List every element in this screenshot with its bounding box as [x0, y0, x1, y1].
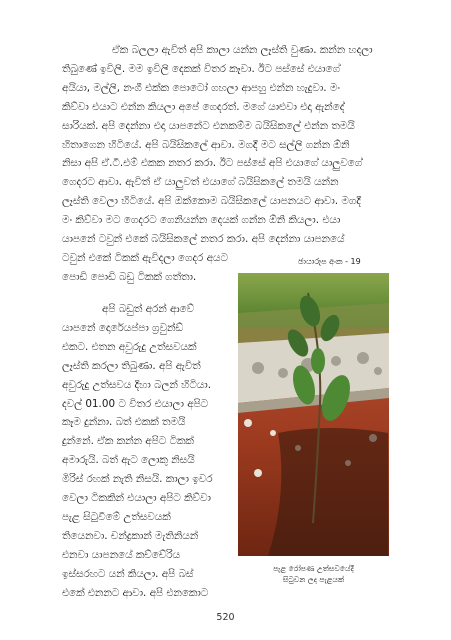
text-line: කිව්වා එයාට එන්න කියලා අපේ ගෙදරත්. මගේ යාළුවා එදා ඇන්දේ — [62, 100, 345, 113]
text-line: මිරිස් රහක් නැති නිසයි. කාලා ඉවර — [62, 473, 213, 486]
plant-photo — [238, 273, 389, 556]
text-line: ලෑස්ති කරලා තිබුණා. අපි ඇවිත් — [62, 359, 201, 372]
paragraph-2 — [62, 300, 234, 603]
text-line: නිසා අපි ඒ.ටී.එම් එකක නතර කරා. ඊට පස්සේ අපි එයාගේ යාලුවගේ — [62, 157, 363, 170]
text-line: හිතාගෙන හිටියේ. අපි බයිසිකලේ ආවා. මගදී මට සල්ලි ගන්න ඕනි — [62, 138, 350, 151]
text-line: වෙලා ටිකකින් එයාලා අපිට කිව්වා — [62, 492, 211, 505]
text-line: පැළ සිටුවීමේ උත්සවයක් — [62, 510, 171, 523]
text-line: පොඩි පොඩි බඩු ටිකක් ගත්තා. — [62, 270, 197, 283]
text-line: ඒක බලලා ඇවිත් අපි කාලා යන්න ලෑස්ති වුණා. කන්න හදලා — [112, 44, 373, 56]
caption-line: සිටුවන ලද පැළයක් — [282, 575, 345, 584]
text-line: යාපනේ දොරේයප්පා ග්‍රවුන්ඩ් — [62, 321, 184, 334]
text-line: සාරියක්. අපි දෙන්නා එදා යාපනේට එනකම්ම බයිසිකලේ එන්න තමයි — [62, 119, 355, 132]
text-line: එකට. එතන අවුරුදු උත්සවයක් — [62, 340, 197, 353]
text-line: තිබුණේ ඉවිලි. මම ඉවිලි දෙකක් විතර කෑවා. ඊට පස්සේ එයාගේ — [62, 62, 341, 75]
photo-caption — [238, 563, 389, 585]
text-line: එනවා යාපනයේ කච්චේරිය — [62, 548, 181, 561]
text-line: එකේ එනනට ආවා. අපි එනකොට — [62, 586, 209, 599]
text-line: ගෙදරට ආවා. ඇවිත් ඒ යාලුවත් එයාගේ බයිසිකලේ තමයි යන්න — [62, 176, 339, 189]
text-line: ටවුන් එකේ ටිකක් ඇවිදලා ගෙදර අයට — [62, 251, 228, 264]
text-line: දවල් 01.00 ට විතර එයාලා අපිට — [62, 397, 209, 410]
text-line: තියෙනවා. චන්ද්‍රකාන් මැතිනියන් — [62, 529, 199, 542]
caption-line: පැළ රෝපණ උත්සවයේදී — [273, 564, 354, 573]
figure-reference: ඡායාරූප අංක - 19 — [298, 257, 361, 266]
text-line: දුන්නේ. ඒක කන්න අපිට ටිකක් — [62, 435, 194, 448]
paragraph-1 — [62, 41, 402, 287]
text-line: කෑම දුන්නා. බත් එකක් තමයි — [62, 416, 186, 429]
text-line: මං කිව්වා මට ගෙදරට ගෙනියන්න දෙයක් ගන්න ඕනි කියලා. එයා — [62, 214, 341, 227]
text-line: අවුරුදු උත්සවය දිහා බලන් හිටියා. — [62, 378, 212, 391]
text-line: ඉස්සරහට යන් කියලා. අපි බස් — [62, 567, 194, 580]
text-line: යාපනේ ටවුන් එකේ බයිසිකලේ නතර කරා. අපි දෙන්නා යාපනයේ — [62, 233, 345, 246]
text-line: අයියා, මල්ලි, නංගී එක්ක පොටෝ ගහලා ආපහු එන්න හැදුවා. මං — [62, 81, 340, 94]
text-line: ලෑස්ති වෙලා හිටියේ. අපි ඔක්කොම බයිසිකලේ යාපනයට ආවා. මගදී — [62, 195, 361, 208]
text-line: අපි බඩුත් අරන් ආවේ — [102, 303, 195, 315]
page-number: 520 — [216, 612, 235, 623]
text-line: අමාරුයි. බත් ඇට ලොකු නිසයි — [62, 454, 195, 467]
